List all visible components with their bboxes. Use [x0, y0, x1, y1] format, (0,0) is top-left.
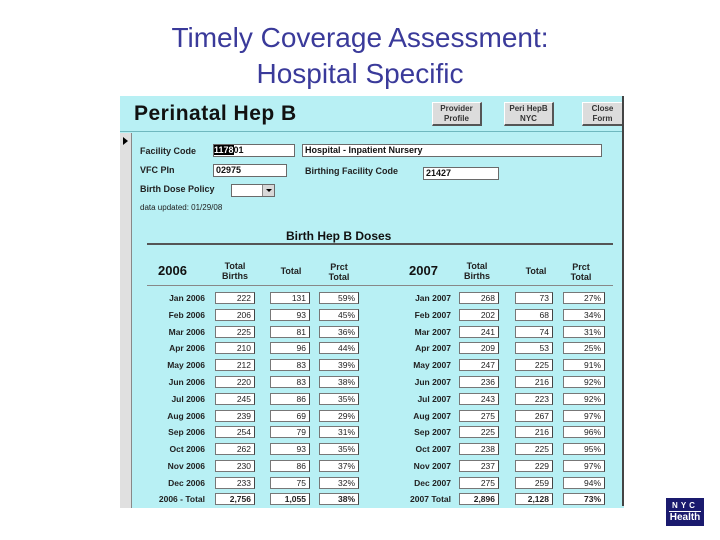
form-header	[120, 96, 624, 132]
facility-code-rest-text: 01	[233, 145, 244, 155]
table-cell-prct[interactable]: 38%	[319, 376, 359, 388]
month-label: Mar 2007	[414, 326, 451, 337]
table-cell-prct[interactable]: 35%	[319, 393, 359, 405]
month-label: May 2007	[413, 360, 451, 371]
year-2006-header: 2006	[158, 263, 187, 278]
section-title: Birth Hep B Doses	[286, 229, 392, 243]
col-prct-2007: Prct Total	[570, 262, 592, 282]
table-cell-births[interactable]: 222	[215, 292, 255, 304]
table-cell-total[interactable]: 83	[270, 359, 310, 371]
table-cell-total[interactable]: 96	[270, 342, 310, 354]
record-selector[interactable]	[120, 133, 132, 508]
current-record-arrow-icon	[123, 137, 128, 145]
month-label: Jul 2006	[171, 393, 205, 404]
table-cell-total[interactable]: 223	[515, 393, 553, 405]
month-label: Aug 2007	[413, 410, 451, 421]
month-label: Nov 2007	[413, 461, 451, 471]
year-2007-header: 2007	[409, 263, 438, 278]
col-total-births-2006: Total Births	[221, 261, 248, 281]
data-updated-note: data updated: 01/29/08	[140, 203, 223, 212]
col-prct-2006: Prct Total	[328, 262, 350, 282]
table-cell-prct[interactable]: 34%	[563, 309, 605, 321]
table-cell-births[interactable]: 268	[459, 292, 499, 304]
year-total-cell[interactable]: 73%	[563, 493, 605, 505]
table-cell-births[interactable]: 275	[459, 410, 499, 422]
slide-title	[0, 20, 720, 92]
table-cell-births[interactable]: 220	[215, 376, 255, 388]
birthing-facility-code-label: Birthing Facility Code	[305, 166, 399, 176]
table-cell-births[interactable]: 202	[459, 309, 499, 321]
slide-title-line1: Timely Coverage Assessment:	[171, 22, 549, 53]
table-cell-total[interactable]: 68	[515, 309, 553, 321]
table-cell-total[interactable]: 86	[270, 460, 310, 472]
table-cell-total[interactable]: 69	[270, 410, 310, 422]
form-detail	[133, 133, 624, 508]
table-cell-births[interactable]: 209	[459, 342, 499, 354]
vfc-pin-field[interactable]: 02975	[213, 164, 287, 177]
year-total-cell[interactable]: 1,055	[270, 493, 310, 505]
month-label: Sep 2006	[168, 427, 205, 438]
birthing-facility-code-field[interactable]: 21427	[423, 167, 499, 180]
table-cell-prct[interactable]: 32%	[319, 477, 359, 489]
vfc-pin-label: VFC PIn	[140, 165, 175, 175]
month-label: Apr 2006	[169, 343, 205, 354]
table-cell-births[interactable]: 225	[215, 326, 255, 338]
month-label: Dec 2007	[414, 477, 451, 488]
month-label: Dec 2006	[168, 477, 205, 488]
col-total-2007: Total	[525, 266, 547, 276]
table-cell-births[interactable]: 245	[215, 393, 255, 405]
month-label: Mar 2006	[168, 326, 205, 337]
access-form-window	[120, 96, 624, 508]
table-cell-births[interactable]: 206	[215, 309, 255, 321]
month-label: Oct 2007	[415, 444, 451, 455]
table-cell-births[interactable]: 230	[215, 460, 255, 472]
month-label: Feb 2007	[414, 309, 451, 320]
table-cell-total[interactable]: 75	[270, 477, 310, 489]
table-cell-prct[interactable]: 35%	[319, 443, 359, 455]
table-cell-births[interactable]: 233	[215, 477, 255, 489]
facility-code-label: Facility Code	[140, 146, 197, 156]
year-total-cell[interactable]: 2,896	[459, 493, 499, 505]
table-cell-prct[interactable]: 91%	[563, 359, 605, 371]
table-cell-prct[interactable]: 97%	[563, 460, 605, 472]
table-cell-total[interactable]: 259	[515, 477, 553, 489]
table-cell-total[interactable]: 81	[270, 326, 310, 338]
chevron-down-icon[interactable]	[262, 185, 274, 196]
provider-profile-button[interactable]: Provider Profile	[432, 102, 482, 126]
table-cell-prct[interactable]: 27%	[563, 292, 605, 304]
table-cell-total[interactable]: 216	[515, 426, 553, 438]
col-total-2006: Total	[280, 266, 302, 276]
table-cell-births[interactable]: 212	[215, 359, 255, 371]
month-label: Jan 2007	[415, 293, 451, 303]
slide-title-line2: Hospital Specific	[256, 58, 464, 89]
year-total-label: 2006 - Total	[158, 493, 205, 504]
month-label: Jan 2006	[169, 293, 205, 303]
facility-name-field[interactable]: Hospital - Inpatient Nursery	[302, 144, 602, 157]
table-cell-births[interactable]: 275	[459, 477, 499, 489]
table-cell-total[interactable]: 267	[515, 410, 553, 422]
table-cell-total[interactable]: 93	[270, 309, 310, 321]
table-cell-total[interactable]: 131	[270, 292, 310, 304]
month-label: Sep 2007	[414, 427, 451, 438]
table-cell-total[interactable]: 83	[270, 376, 310, 388]
table-cell-total[interactable]: 53	[515, 342, 553, 354]
peri-hepb-nyc-button[interactable]: Peri HepB NYC	[504, 102, 554, 126]
table-cell-prct[interactable]: 94%	[563, 477, 605, 489]
table-cell-prct[interactable]: 97%	[563, 410, 605, 422]
month-label: Jun 2006	[168, 377, 205, 387]
year-total-cell[interactable]: 2,128	[515, 493, 553, 505]
table-cell-prct[interactable]: 25%	[563, 342, 605, 354]
table-cell-prct[interactable]: 96%	[563, 426, 605, 438]
table-cell-total[interactable]: 225	[515, 443, 553, 455]
table-cell-births[interactable]: 239	[215, 410, 255, 422]
window-edge	[622, 96, 624, 506]
table-cell-births[interactable]: 238	[459, 443, 499, 455]
table-cell-prct[interactable]: 31%	[319, 426, 359, 438]
table-cell-births[interactable]: 247	[459, 359, 499, 371]
month-label: Jul 2007	[417, 393, 451, 404]
month-label: Jun 2007	[414, 377, 451, 387]
table-cell-prct[interactable]: 45%	[319, 309, 359, 321]
month-label: Aug 2006	[167, 410, 205, 421]
table-cell-prct[interactable]: 29%	[319, 410, 359, 422]
table-cell-prct[interactable]: 36%	[319, 326, 359, 338]
facility-code-selected-text: 1178	[214, 145, 234, 155]
table-cell-prct[interactable]: 92%	[563, 393, 605, 405]
table-cell-births[interactable]: 254	[215, 426, 255, 438]
month-label: Apr 2007	[415, 343, 451, 354]
divider-top	[147, 243, 613, 245]
table-cell-births[interactable]: 210	[215, 342, 255, 354]
month-label: May 2006	[167, 360, 205, 371]
table-cell-births[interactable]: 225	[459, 426, 499, 438]
year-total-label: 2007 Total	[410, 493, 451, 504]
table-cell-prct[interactable]: 44%	[319, 342, 359, 354]
birth-dose-policy-label: Birth Dose Policy	[140, 184, 215, 194]
divider-header	[147, 285, 613, 286]
table-cell-total[interactable]: 74	[515, 326, 553, 338]
year-total-cell[interactable]: 2,756	[215, 493, 255, 505]
close-form-button[interactable]: Close Form	[582, 102, 624, 126]
table-cell-births[interactable]: 237	[459, 460, 499, 472]
table-cell-total[interactable]: 225	[515, 359, 553, 371]
table-cell-total[interactable]: 73	[515, 292, 553, 304]
col-total-births-2007: Total Births	[463, 261, 490, 281]
table-cell-prct[interactable]: 92%	[563, 376, 605, 388]
facility-code-input[interactable]	[213, 144, 295, 157]
table-cell-births[interactable]: 236	[459, 376, 499, 388]
year-total-cell[interactable]: 38%	[319, 493, 359, 505]
table-cell-total[interactable]: 216	[515, 376, 553, 388]
table-cell-prct[interactable]: 37%	[319, 460, 359, 472]
form-title: Perinatal Hep B	[134, 102, 297, 125]
table-cell-births[interactable]: 262	[215, 443, 255, 455]
table-cell-total[interactable]: 229	[515, 460, 553, 472]
month-label: Oct 2006	[169, 444, 205, 455]
table-cell-prct[interactable]: 39%	[319, 359, 359, 371]
table-cell-prct[interactable]: 59%	[319, 292, 359, 304]
month-label: Nov 2006	[167, 461, 205, 471]
table-cell-births[interactable]: 241	[459, 326, 499, 338]
table-cell-total[interactable]: 93	[270, 443, 310, 455]
table-cell-prct[interactable]: 31%	[563, 326, 605, 338]
nyc-health-logo: NYC Health	[666, 498, 704, 526]
table-cell-total[interactable]: 79	[270, 426, 310, 438]
month-label: Feb 2006	[168, 309, 205, 320]
table-cell-total[interactable]: 86	[270, 393, 310, 405]
table-cell-births[interactable]: 243	[459, 393, 499, 405]
table-cell-prct[interactable]: 95%	[563, 443, 605, 455]
